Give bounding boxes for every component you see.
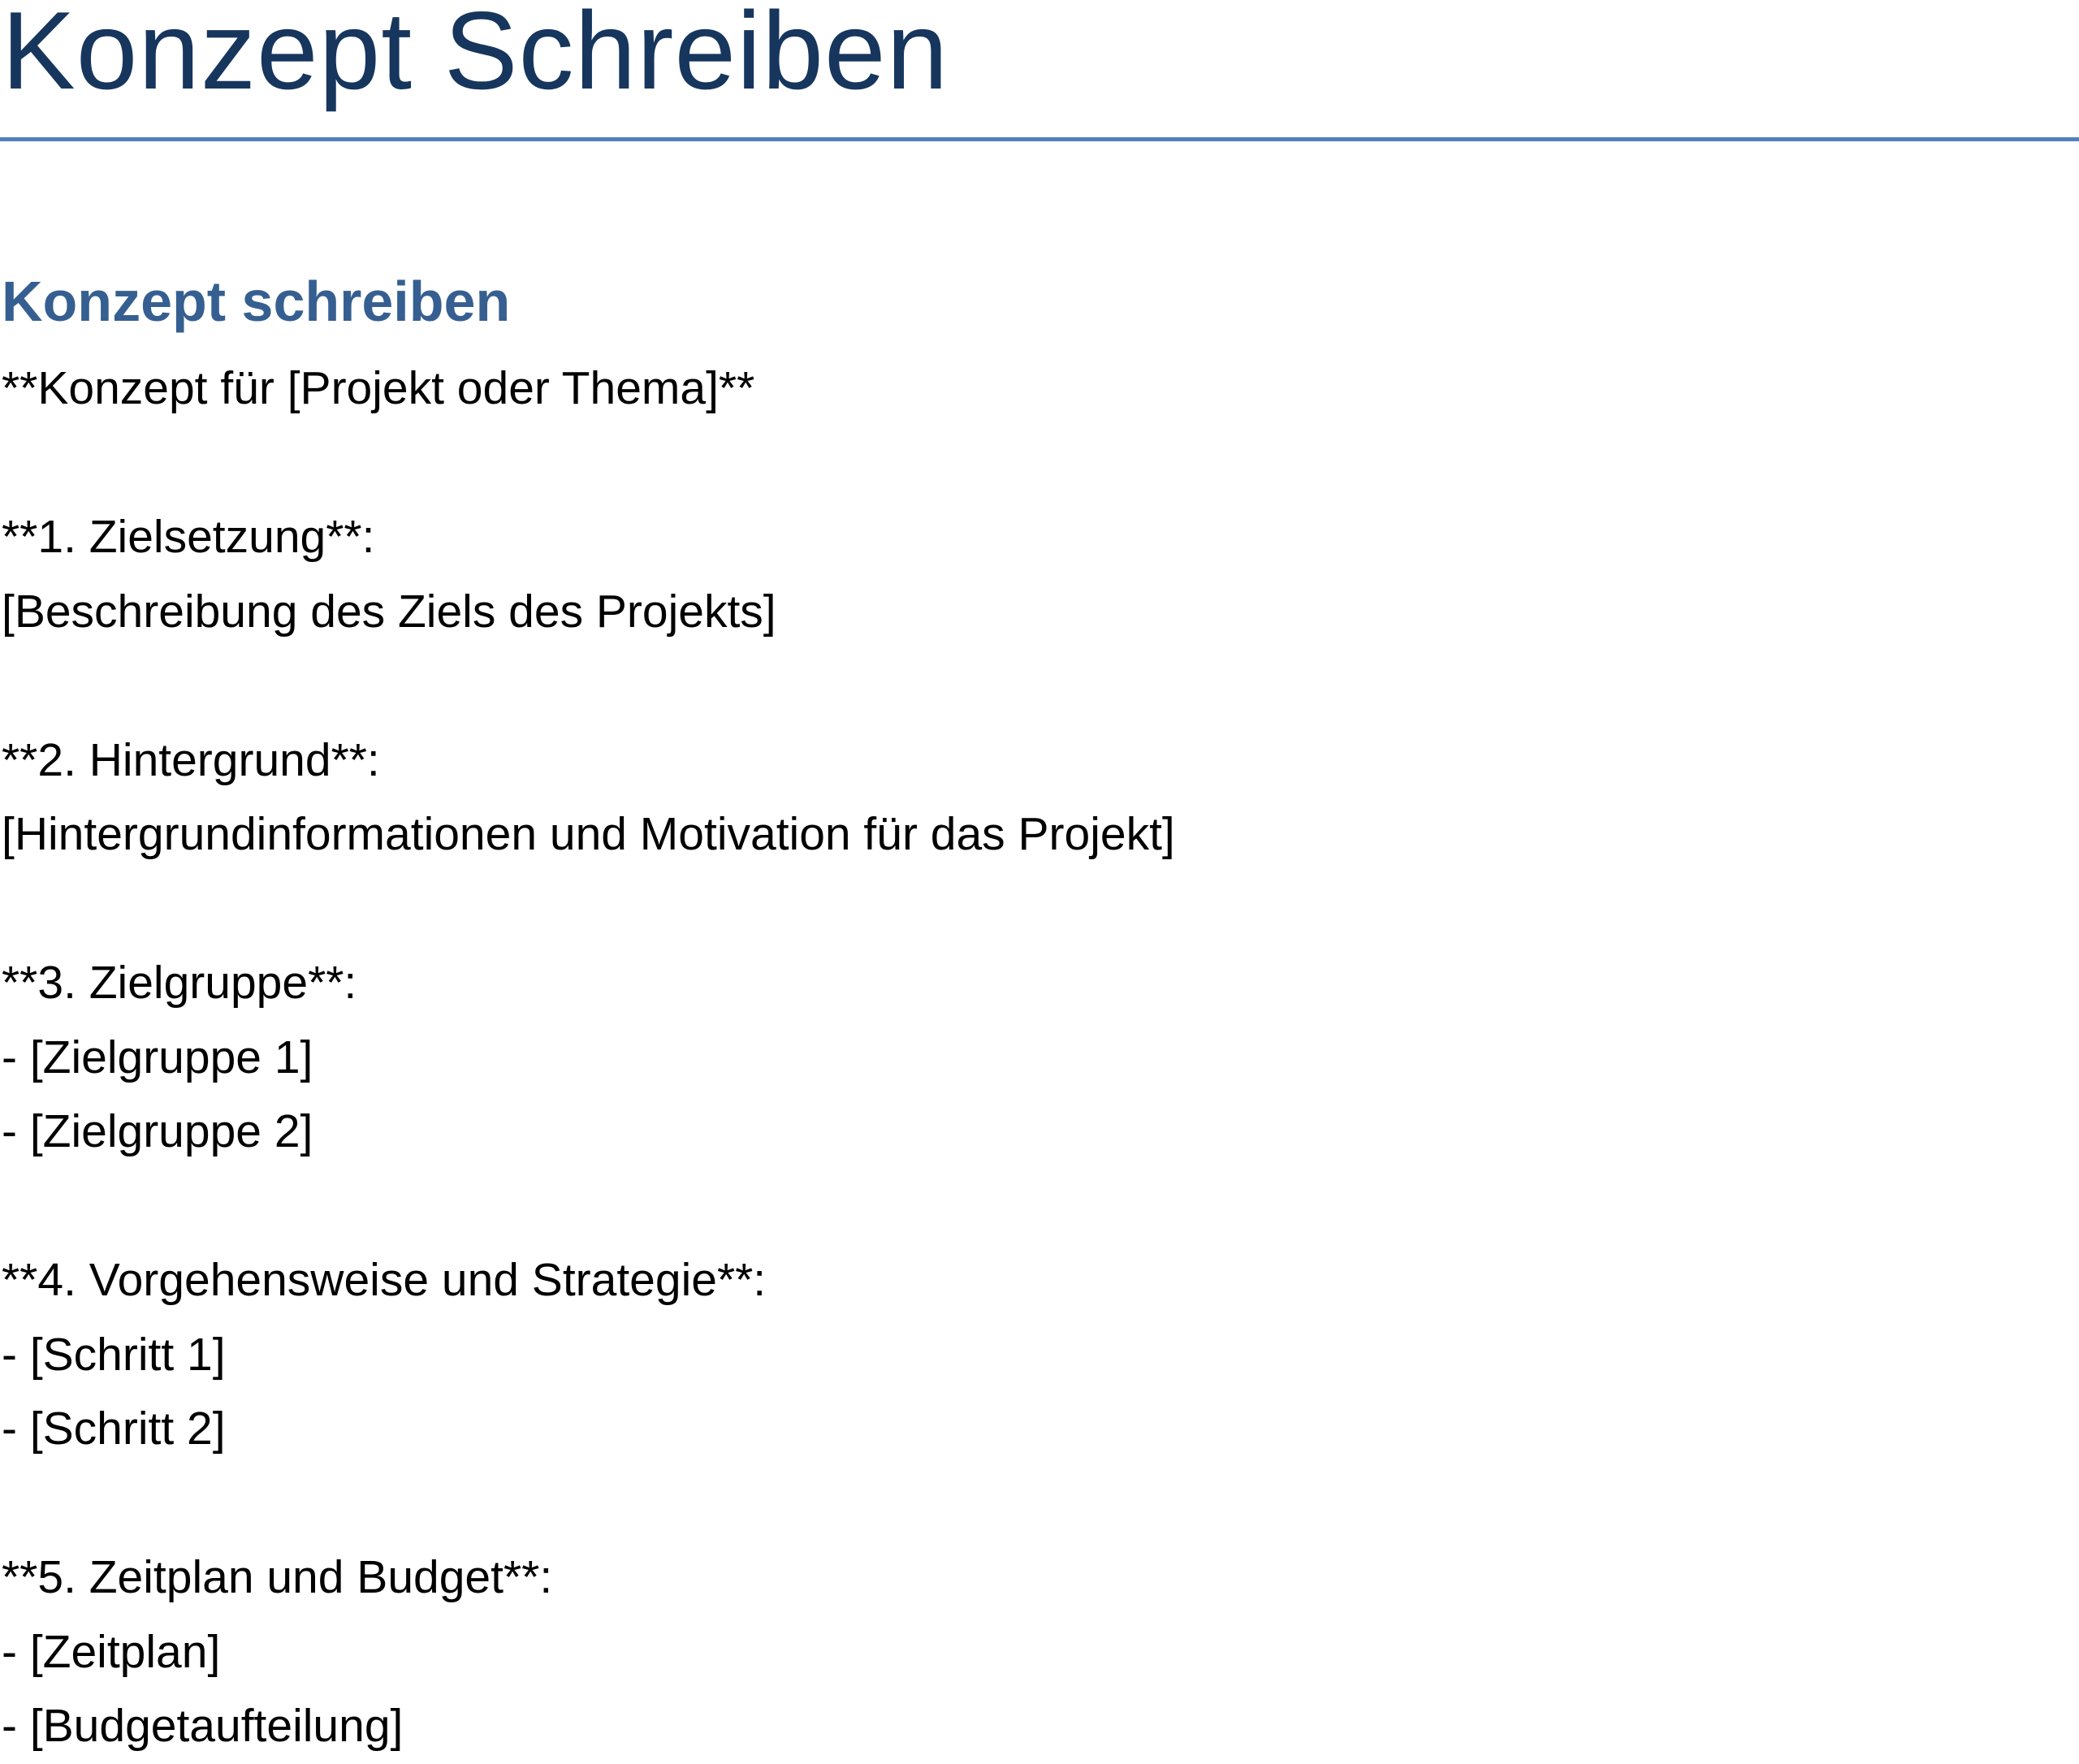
- list-item: - [Zeitplan]: [2, 1625, 221, 1678]
- list-item: - [Schritt 1]: [2, 1328, 226, 1381]
- section-1-text: [Beschreibung des Ziels des Projekts]: [2, 585, 776, 638]
- blank-line: [2, 1467, 2064, 1541]
- list-item: - [Budgetaufteilung]: [2, 1700, 404, 1752]
- list-item: - [Zielgruppe 1]: [2, 1031, 313, 1083]
- section-2-text: [Hintergrundinformationen und Motivation für das Projekt]: [2, 808, 1175, 860]
- list-item: - [Zielgruppe 2]: [2, 1105, 313, 1157]
- section-5-heading: **5. Zeitplan und Budget**:: [2, 1551, 553, 1603]
- title-underline-divider: [0, 137, 2079, 141]
- section-1-heading: **1. Zielsetzung**:: [2, 511, 375, 563]
- blank-line: [2, 649, 2064, 724]
- list-item: - [Schritt 2]: [2, 1403, 226, 1455]
- blank-line: [2, 872, 2064, 947]
- document-body: [2, 352, 2064, 1764]
- blank-line: [2, 1170, 2064, 1244]
- section-4-heading: **4. Vorgehensweise und Strategie**:: [2, 1254, 767, 1306]
- blank-line: [2, 426, 2064, 501]
- document-title: Konzept Schreiben: [2, 0, 949, 112]
- section-heading: Konzept schreiben: [2, 270, 511, 333]
- section-2-heading: **2. Hintergrund**:: [2, 733, 380, 786]
- section-3-heading: **3. Zielgruppe**:: [2, 957, 357, 1009]
- concept-line: **Konzept für [Projekt oder Thema]**: [2, 362, 755, 414]
